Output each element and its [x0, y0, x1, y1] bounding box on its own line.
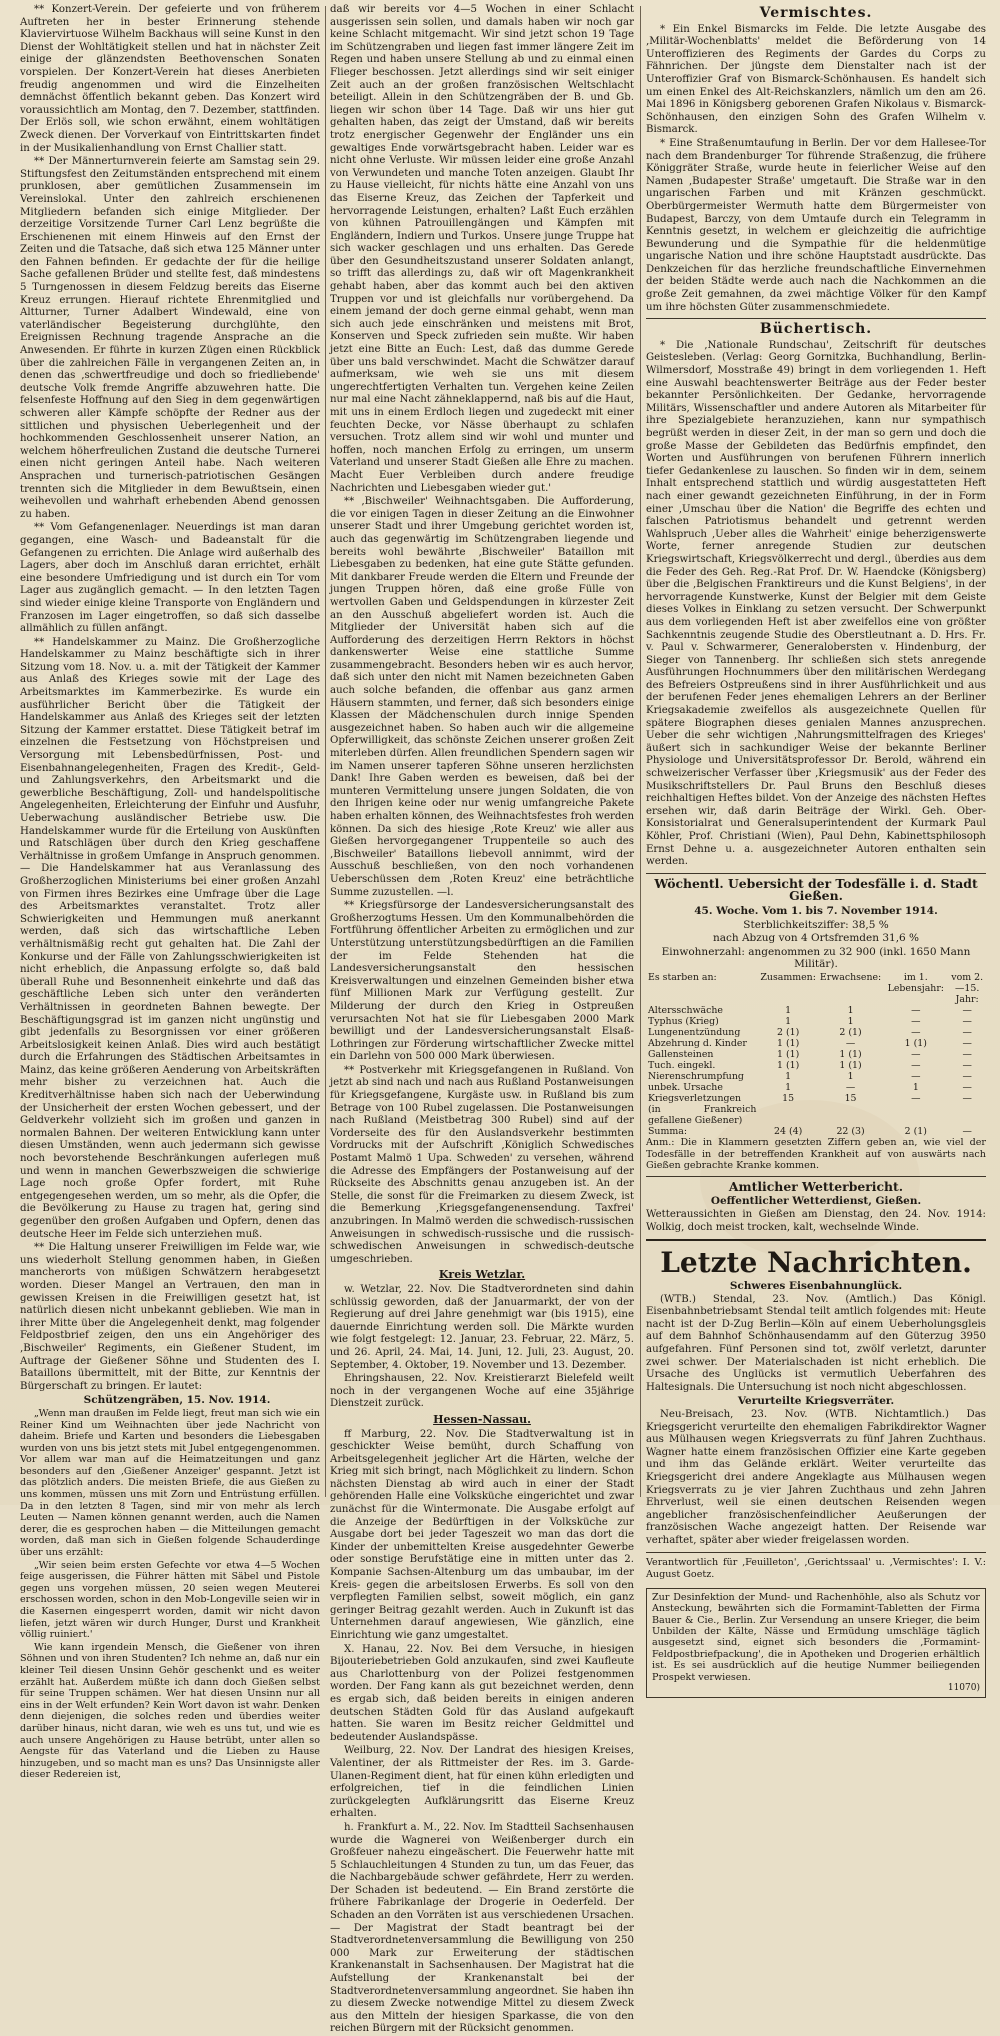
table-cell: Typhus (Krieg)	[648, 1015, 719, 1027]
table-row	[646, 1016, 986, 1027]
table-cell: —	[962, 1015, 972, 1027]
mortality-rate: Sterblichkeitsziffer: 38,5 %	[743, 918, 889, 931]
table-cell: —	[962, 1026, 972, 1038]
table-cell: 1	[847, 1015, 854, 1027]
column-rule	[640, 6, 641, 1497]
section-heading-kreis-wetzlar: Kreis Wetzlar.	[438, 1268, 526, 1282]
article-ehringshausen: Ehringshausen, 22. Nov. Kreistierarzt Bielefeld weilt noch in der vergangenen Woche auf eine 35jährige Dienstzeit zurück.	[330, 1373, 634, 1410]
population-count: Einwohnerzahl: angenommen zu 32 900 (inkl. 1650 Mann Militär).	[661, 945, 971, 971]
table-cell: —	[962, 1070, 972, 1082]
table-cell: 1	[785, 1081, 792, 1093]
table-cell: —	[911, 1026, 921, 1038]
table-sum-row	[646, 1126, 986, 1137]
table-cell: 24 (4)	[774, 1125, 803, 1137]
table-row	[646, 1049, 986, 1060]
table-cell: —	[962, 1059, 972, 1071]
mortality-table	[646, 972, 986, 1137]
table-cell	[948, 1104, 986, 1126]
table-cell: —	[911, 1059, 921, 1071]
table-cell: —	[962, 1048, 972, 1060]
table-cell: —	[845, 1037, 856, 1049]
table-cell: 1 (1)	[904, 1037, 927, 1049]
table-cell: Abzehrung d. Kinder	[648, 1037, 747, 1049]
section-heading-buechertisch: Büchertisch.	[759, 321, 873, 338]
table-cell: —	[962, 1092, 972, 1104]
table-cell	[883, 1104, 948, 1126]
table-row	[646, 1093, 986, 1104]
section-heading-vermischtes: Vermischtes.	[759, 5, 873, 21]
article-nationale-rundschau: * Die ‚Nationale Rundschau', Zeitschrift für deutsches Geistesleben. (Verlag: Georg Gornitzka, Buchhandlung, Berlin-Wilmersdorf, Mosstraße 49) bringt in dem vorliegenden 1. Heft eine Auswahl beachtenswerter Beiträge aus der Feder bester bekannter Persönlichkeiten. Der Gedanke, hervorragende Militärs, Wissenschaftler und andere Autoren als Mitarbeiter für ihre Spezialgebiete heranzuziehen, kann nur sympathisch begrüßt werden in dieser Zeit, in der man so gern und doch die große Masse der Gebildeten das Bedürfnis empfindet, den Worten und Ausführungen von berufenen Führern innerlich tiefer Gedankenlese zu lauschen. So finden wir in dem, seinem Inhalt entsprechend stattlich und würdig ausgestatteten Heft nach einer gewandt gezeichneten Einführung, in der in Form einer ‚Umschau über die Nation' die Begriffe des echten und falschen Patriotismus behandelt und getrennt werden Wahlspruch ‚Ueber alles die Wahrheit' einige beherzigenswerte Worte, ferner anregende Studien zur deutschen Kriegswirtschaft, Kriegsvölkerrecht und dergl., überdies aus dem die Feder des Geh. Reg.-Rat Prof. Dr. W. Haendcke (Königsberg) über die ‚Belgischen Franktireurs und die Kunst Belgiens', in der hervorragende Kunstwerke, Kunst der Belgier mit dem Geiste dieses Volkes in Einklang zu setzen versucht. Der Schwerpunkt aus dem vorliegenden Heft ist aber zweifellos eine von größter Sachkenntnis zeugende Studie des Oberstleutnant a. D. Hrs. Fr. v. Paul v. Schwarmerer, Generalobersten v. Hindenburg, der Sieger von Tannenberg. Ihr schließen sich stets anregende Ausführungen Hochnummers über den militärischen Werdegang des Befreiers Ostpreußens sind in ihrer Ausführlichkeit und aus der berufenen Feder jenes ehemaligen Lehrers an der Berliner Kriegsakademie zweifellos als ausgezeichnete Quellen für spätere Biographen dieses genialen Mannes anzusprechen. Ueber die sehr wichtigen ‚Nahrungsmittelfragen des Krieges' äußert sich in sachkundiger Weise der bekannte Berliner Physiologe und Universitätsprofessor Dr. Berold, während ein schweizerischer Verfasser über ‚Kriegsmusik' aus der Feder des Musikschriftstellers Dr. Paul Bruns den Beschluß dieses reichhaltigen Heftes bildet. Von der Anzeige des nächsten Heftes ersehen wir, daß darin Beiträge der Wirkl. Geh. Ober-Konsistorialrat und Generalsuperintendent der Kurmark Paul Köhler, Prof. Christiani (Wien), Paul Dehn, Kabinettsphilosoph Ernst Dehne u. a. ausgezeichneter Autoren enthalten sein werden.	[646, 339, 986, 868]
table-cell	[758, 1104, 817, 1126]
mortality-note: Anm.: Die in Klammern gesetzten Ziffern geben an, wie viel der Todesfälle in der betreffenden Krankheit auf von auswärts nach Gießen gebrachte Kranke kommen.	[646, 1136, 986, 1172]
table-header-cell: Es starben an:	[648, 971, 717, 983]
article-handelskammer: ** Handelskammer zu Mainz. Die Großherzogliche Handelskammer zu Mainz beschäftigte sich in ihrer Sitzung vom 18. Nov. u. a. mit der Tätigkeit der Kammer aus Anlaß des Krieges sowie mit der Lage des Arbeitsmarktes im Kammerbezirke. Es wurde ein ausführlicher Bericht über die Tätigkeit der Handelskammer aus Anlaß des Krieges seit der letzten Sitzung der Kammer erstattet. Diese Tätigkeit betraf im einzelnen die Festsetzung von Höchstpreisen und Versorgung mit Lebensbedürfnissen, Post- und Eisenbahnangelegenheiten, Fragen des Kredit-, Geld- und Zahlungsverkehrs, den Arbeitsmarkt und die gewerbliche Beschäftigung, Zoll- und handelspolitische Angelegenheiten, Erleichterung der Einfuhr und Ausfuhr, Ueberwachung ausländischer Betriebe usw. Die Handelskammer wurde für die Erteilung von Auskünften und Ratschlägen über durch den Krieg geschaffene Verhältnisse in großem Umfange in Anspruch genommen. — Die Handelskammer hat aus Veranlassung des Großherzoglichen Ministeriums bei einer großen Anzahl von Firmen ihres Bezirkes eine Umfrage über die Lage des Arbeitsmarktes veranstaltet. Trotz aller Schwierigkeiten und Hemmungen muß anerkannt werden, daß sich das wirtschaftliche Leben verhältnismäßig recht gut gehalten hat. Die Zahl der Konkurse und der Fälle von Zahlungsschwierigkeiten ist nicht erheblich, die Anpassung erfolgte so, daß bald überall Ruhe und Besonnenheit einkehrte und daß das geschäftliche Leben sich unter den veränderten Verhältnissen in geordneten Bahnen bewegte. Der Beschäftigungsgrad ist im ganzen nicht ungünstig und gibt jedenfalls zu Besorgnissen vor einer größeren Arbeitslosigkeit keinen Anlaß. Dies wird auch bestätigt durch die Erfahrungen des Städtischen Arbeitsamtes in Mainz, das keine größeren Aenderung von Arbeitskräften mehr bisher zu verzeichnen hat. Auch die Kreditverhältnisse haben sich nach der Ueberwindung der Unsicherheit der ersten Wochen gebessert, und der Geldverkehr vollzieht sich im großen und ganzen in normalen Bahnen. Der weiteren Entwicklung kann unter diesen Umständen, wenn auch jedermann sich gewisse noch bevorstehende Beschränkungen auferlegen muß und wenn in manchen Gewerbszweigen die schwierige Lage noch große Opfer fordert, mit Ruhe entgegengesehen werden, um so mehr, als die Opfer, die die Bevölkerung zu Hause zu tragen hat, gering sind gegenüber den großen Aufgaben und Opfern, denen das deutsche Heer im Felde sich unterziehen muß.	[20, 636, 320, 1240]
divider	[646, 1552, 986, 1553]
column-left	[20, 4, 320, 1781]
table-cell: 1	[847, 1070, 854, 1082]
article-eisenbahnunglueck: (WTB.) Stendal, 23. Nov. (Amtlich.) Das Königl. Eisenbahnbetriebsamt Stendal teilt amtlich folgendes mit: Heute nacht ist der D-Zug Berlin—Köln auf einem Ueberholungsgleis auf dem Bahnhof Schönhausendamm auf den Güterzug 3950 aufgefahren. Fünf Personen sind tot, zwölf verletzt, darunter zwei schwer. Der Materialschaden ist nicht erheblich. Die Ursache des Unglücks ist vermutlich Ueberfahren des Haltesignals. Die Untersuchung ist noch nicht abgeschlossen.	[646, 1293, 986, 1393]
table-header-cell: Erwachsene:	[819, 971, 882, 983]
article-konzert-verein: ** Konzert-Verein. Der gefeierte und von früherem Auftreten her in bester Erinnerung stehende Klaviervirtuose Wilhelm Backhaus will seine Kunst in den Dienst der Wohltätigkeit stellen und hat in nächster Zeit einige der glänzendsten Beethovenschen Sonaten vorspielen. Der Konzert-Verein hat dieses Anerbieten freudig angenommen und wird die Einzelheiten demnächst öffentlich bekannt geben. Das Konzert wird voraussichtlich am Montag, den 7. Dezember, stattfinden. Der Erlös soll, wie schon erwähnt, einem wohltätigen Zweck dienen. Der Vorverkauf von Eintrittskarten findet in der Musikalienhandlung von Ernst Challier statt.	[20, 4, 320, 154]
table-cell: 1 (1)	[777, 1048, 800, 1060]
table-cell: —	[911, 1048, 921, 1060]
advertisement-code: 11070)	[947, 1683, 980, 1693]
table-cell: 22 (3)	[836, 1125, 865, 1137]
table-cell: —	[962, 1037, 972, 1049]
letter-continuation: daß wir bereits vor 4—5 Wochen in einer Schlacht ausgerissen sein sollen, und damals haben wir noch gar keine Schlacht mitgemacht. Wir sind jetzt schon 19 Tage im Schützengraben und liegen fast immer längere Zeit im Regen und haben unsere Stellung ab und zu einmal einen Flieger beschossen. Jetzt allerdings sind wir seit einiger Zeit auch an der großen französischen Weltschlacht beteiligt. Allein in den Schützengräben der B. und Gb. liegen wir schon über 14 Tage. Daß wir uns hier gut gehalten haben, das zeigt der Umstand, daß wir bereits trotz energischer Gegenwehr der Engländer uns ein gewaltiges Ende vorwärtsgebracht haben. Leider war es nicht ohne Verluste. Wir müssen leider eine große Anzahl von Verwundeten und manche Toten anzeigen. Glaubt Ihr zu Hause vielleicht, für nichts hätte eine Anzahl von uns das Eiserne Kreuz, das Zeichen der Tapferkeit und hervorragende Leistungen, erhalten? Laßt Euch erzählen von kühnen Patrouillengängen und Kämpfen mit Engländern, Indiern und Turkos. Unsere junge Truppe hat sich wacker geschlagen und uns erhalten. Das Gerede über den Gesundheitszustand unserer Soldaten anlangt, so trifft das allerdings zu, daß wir oft Magenkrankheit gehabt haben, aber das kommt auch bei den aktiven Truppen vor und ist gleichfalls nur vorübergehend. Da einem jemand der doch gerne einmal gehabt, wenn man sich auch jede einschränken und meistens mit Brot, Konserven und Speck zufrieden sein mußte. Wir haben jetzt eine Bitte an Euch: Lest, daß das dumme Gerede über uns bald verschwindet. Macht die Schwätzer darauf aufmerksam, wie weh sie uns mit diesem ungerechtfertigten Verhalten tun. Vergehen keine Zeilen nur mal eine Nacht zähneklappernd, naß bis auf die Haut, mit uns in einem Erdloch liegen und zugedeckt mit einer feuchten Decke, vor Nässe überhaupt zu schlafen versuchen. Trotz allem sind wir wohl und munter und hoffen, noch manchen Erfolg zu erringen, um unserm Vaterland und unserer Stadt Gießen alle Ehre zu machen. Macht Euer Verbleiben durch andere freudige Nachrichten und Liebesgaben wieder gut.'	[330, 4, 634, 494]
weather-heading: Amtlicher Wetterbericht.	[728, 1178, 904, 1194]
article-kriegsfuersorge: ** Kriegsfürsorge der Landesversicherungsanstalt des Großherzogtums Hessen. Um den Kommunalbehörden die Fortführung öffentlicher Arbeiten zu ermöglichen und zur Unterstützung unterstützungsbedürftigen an die Familien der im Felde Stehenden hat die Landesversicherungsanstalt den hessischen Kreisverwaltungen und einzelnen Gemeinden bisher etwa fünf Millionen Mark zur Verfügung gestellt. Zur Milderung der durch den Krieg in Ostpreußen verursachten Not hat sie für Liebesgaben 2000 Mark bewilligt und der Landesversicherungsanstalt Elsaß-Lothringen zur Förderung wirtschaftlicher Zwecke mittel ein Darlehn von 500 000 Mark überwiesen.	[330, 900, 634, 1063]
table-cell: 1	[912, 1081, 919, 1093]
table-row	[646, 1060, 986, 1071]
table-header-cell: Zusammen:	[760, 971, 816, 983]
article-hanau: X. Hanau, 22. Nov. Bei dem Versuche, in hiesigen Bijouteriebetrieben Gold anzukaufen, sind zwei Kaufleute aus Charlottenburg von der Polizei festgenommen worden. Der Fang kann als gut bezeichnet werden, denn es ergab sich, daß beiden bereits in einigen anderen deutschen Städten Gold für das Ausland aufgekauft hatten. Sie waren im Besitz reicher Geldmittel und bedeutender Auslandspässe.	[330, 1643, 634, 1743]
table-cell: Altersschwäche	[648, 1004, 723, 1016]
table-cell: —	[962, 1004, 972, 1016]
article-gefangenenlager: ** Vom Gefangenenlager. Neuerdings ist man daran gegangen, eine Wasch- und Badeanstalt für die Gefangenen zu errichten. Die Anlage wird außerhalb des Lagers, aber doch im Anschluß daran errichtet, erhält eine besondere Umfriedigung und ist durch ein Tor vom Lager aus zugänglich gemacht. — In den letzten Tagen sind wieder einige kleine Transporte von Engländern und Franzosen im Lager eingetroffen, so daß sich dasselbe allmählich zu füllen anfängt.	[20, 522, 320, 635]
mortality-week: 45. Woche. Vom 1. bis 7. November 1914.	[694, 904, 938, 917]
table-cell: —	[962, 1125, 972, 1137]
table-cell: —	[911, 1070, 921, 1082]
table-cell	[818, 1104, 883, 1126]
table-cell: Kriegsverletzungen	[648, 1092, 742, 1104]
table-row	[646, 1038, 986, 1049]
table-cell: 1 (1)	[777, 1059, 800, 1071]
table-cell: —	[911, 1015, 921, 1027]
article-bismarck-enkel: * Ein Enkel Bismarcks im Felde. Die letzte Ausgabe des ‚Militär-Wochenblatts' meldet die Beförderung von 14 Unteroffizieren des Regiments der Gardes du Corps zu Fähnrichen. Der jüngste dem Dienstalter nach ist der Unteroffizier Graf von Bismarck-Schönhausen. Es handelt sich um einen Enkel des Alt-Reichskanzlers, nämlich um den am 26. Mai 1896 in Königsberg geborenen Grafen Nikolaus v. Bismarck-Schönhausen, den einzigen Sohn des Grafen Wilhelm v. Bismarck.	[646, 23, 986, 136]
column-right	[646, 4, 986, 1693]
column-middle	[330, 4, 634, 2035]
mortality-stats-heading: Wöchentl. Uebersicht der Todesfälle i. d. Stadt Gießen.	[654, 875, 978, 904]
article-weilburg: Weilburg, 22. Nov. Der Landrat des hiesigen Kreises, Valentiner, der als Rittmeister der Res. im 3. Garde-Ulanen-Regiment dient, hat für einen kühn erledigten und erfolgreichen, tief in die feindlichen Linien zurückgelegten Aufklärungsritt das Eiserne Kreuz erhalten.	[330, 1745, 634, 1820]
table-cell: 2 (1)	[777, 1026, 800, 1038]
table-cell: 1	[785, 1015, 792, 1027]
weather-service: Oeffentlicher Wetterdienst, Gießen.	[710, 1195, 922, 1208]
letter-paragraph: „Wir seien beim ersten Gefechte vor etwa 4—5 Wochen feige ausgerissen, die Führer hätten mit Säbel und Pistole gegen uns vorgehen müssen, 20 seien wegen Meuterei erschossen worden, schon in den Mob-Longeville seien wir in die Kasernen eingesperrt worden, damit wir nicht davon liefen, jetzt wären wir durch Hunger, Durst und Krankheit völlig ruiniert.'	[20, 1559, 320, 1641]
advertisement-text: Zur Desinfektion der Mund- und Rachenhöhle, also als Schutz vor Ansteckung, bewährten sich die Formamint-Tabletten der Firma Bauer & Cie., Berlin. Zur Versendung an unsere Krieger, die beim Unbilden der Kälte, Nässe und Ermüdung umschläge täglich ausgesetzt sind, eignet sich besonders die ‚Formamint-Feldpostbriefpackung', die in Apotheken und Drogerien erhältlich ist. Es sei ausdrücklich auf die heutige Nummer beiliegenden Prospekt verwiesen.	[652, 1591, 980, 1683]
article-weihnachtsgaben: ** ‚Bischweiler' Weihnachtsgaben. Die Aufforderung, die vor einigen Tagen in dieser Zeitung an die Einwohner unserer Stadt und ihrer Umgebung gerichtet worden ist, auch das gegenwärtig im Schützengraben liegende und bereits wohl bewährte ‚Bischweiler' Bataillon mit Liebesgaben zu bedenken, hat eine gute Stätte gefunden. Mit dankbarer Freude werden die Eltern und Freunde der jungen Truppen hören, daß eine große Fülle von wertvollen Gaben und Geldspendungen in kürzester Zeit an den Ausschuß abgeliefert worden ist. Auch die Mitglieder der Universität haben sich auf die Aufforderung des derzeitigen Herrn Rektors in höchst dankenswerter Weise eine stattliche Summe zusammengebracht. Besonders heben wir es auch hervor, daß sich unter den nicht mit Namen bezeichneten Gaben auch solche befanden, die offenbar aus ganz armen Häusern stammten, und ferner, daß sich besonders einige Klassen der Mädchenschulen durch innige Spenden ausgezeichnet haben. So haben auch wir die allgemeine Opferwilligkeit, das schönste Zeichen unserer großen Zeit miterleben dürfen. Allen freundlichen Spendern sagen wir im Namen unserer tapferen Söhne unseren herzlichsten Dank! Ihre Gaben werden es beweisen, daß bei der munteren Vermittelung unsere jungen Soldaten, die von den Ihrigen keine oder nur wenig umfangreiche Pakete haben erhalten können, des Weihnachtsfestes froh werden können. Da sich des hiesige ‚Rote Kreuz' wie aller aus Gießen hervorgegangener Truppenteile so auch des ‚Bischweiler' Bataillons liebevoll annimmt, wird der Ausschuß beschließen, von den noch vorhandenen Ueberschüssen dem ‚Roten Kreuz' eine beträchtliche Summe zuzustellen. —l.	[330, 496, 634, 898]
headline-eisenbahnunglueck: Schweres Eisenbahnunglück.	[729, 1280, 903, 1293]
article-wetzlar: w. Wetzlar, 22. Nov. Die Stadtverordneten sind dahin schlüssig geworden, daß der Januarmarkt, der von der Regierung auf drei Jahre genehmigt war (bis 1915), eine dauernde Einrichtung werden soll. Die Märkte wurden wie folgt festgelegt: 12. Januar, 23. Februar, 22. März, 5. und 26. April, 24. Mai, 14. Juni, 12. Juli, 23. August, 20. September, 4. Oktober, 19. November und 13. Dezember.	[330, 1283, 634, 1371]
section-heading-letzte-nachrichten: Letzte Nachrichten.	[660, 1246, 972, 1280]
divider	[646, 1176, 986, 1177]
article-strassenumtaufung: * Eine Straßenumtaufung in Berlin. Der vor dem Hallesee-Tor nach dem Brandenburger Tor führende Straßenzug, die frühere Königgräter Straße, wurde heute in feierlicher Weise auf den Namen ‚Budapester Straße' umgetauft. Die Straße war in den ungarischen Farben und mit Kränzen geschmückt. Oberbürgermeister Wermuth hatte dem Bürgermeister von Budapest, Barczy, von dem Umtaufe durch ein Telegramm in Kenntnis gesetzt, in welchem er gleichzeitig die aufrichtige Bewunderung und die Sympathie für die heldenmütige ungarische Nation und ihre schöne Hauptstadt ausdrückte. Das Denkzeichen für das herzliche freundschaftliche Einvernehmen der beiden Städte werde auch nach die Nachkommen an die große Zeit gemahnen, da zwei mächtige Völker für den Kampf um ihre höchsten Güter zusammenschmiedete.	[646, 137, 986, 313]
headline-kriegsverraeter: Verurteilte Kriegsverräter.	[737, 1395, 895, 1408]
divider	[646, 318, 986, 319]
table-row	[646, 1005, 986, 1016]
table-header-row	[646, 972, 986, 1005]
table-row	[646, 1082, 986, 1093]
mortality-rate-adjusted: nach Abzug von 4 Ortsfremden 31,6 %	[712, 932, 920, 945]
table-cell: 1 (1)	[839, 1059, 862, 1071]
table-cell: Nierenschrumpfung	[648, 1070, 744, 1082]
table-cell: 1	[785, 1004, 792, 1016]
table-cell: 15	[844, 1092, 857, 1104]
table-row	[646, 1104, 986, 1126]
table-row	[646, 1027, 986, 1038]
table-cell: 1	[847, 1004, 854, 1016]
letter-paragraph: Wie kann irgendein Mensch, die Gießener von ihren Söhnen und von ihren Studenten? Ich nehme an, daß nur ein kleiner Teil diesen Unsinn Gehör geschenkt und es weiter erzählt hat. Außerdem müßte ich dann doch Gießen selbst für seine Truppen schämen. Wer hat diesen Unsinn nur all eins in der Welt erfunden? Kein Wort davon ist wahr. Denken denn diejenigen, die solches reden und überdies weiter darüber hinaus, nicht daran, wie weh es uns tut, und wie es auch unsere Angehörigen zu Hause betrübt, unter allen so Aengste für das Vaterland und die Lieben zu Hause hinzugeben, und so macht man es uns? Das Unsinnigste aller dieser Redereien ist,	[20, 1641, 320, 1781]
table-cell: 15	[782, 1092, 795, 1104]
table-cell: Gallensteinen	[648, 1048, 714, 1060]
table-cell: 2 (1)	[904, 1125, 927, 1137]
divider	[646, 873, 986, 874]
article-frankfurt: h. Frankfurt a. M., 22. Nov. Im Stadtteil Sachsenhausen wurde die Wagnerei von Weißenberger durch ein Großfeuer nahezu eingeäschert. Die Feuerwehr hatte mit 5 Schlauchleitungen 4 Stunden zu tun, um das Feuer, das die Nachbargebäude schwer gefährdete, Herr zu werden. Der Schaden ist bedeutend. — Ein Brand zerstörte die frühere Fabrikanlage der Drogerie in Oederfeld. Der Schaden an den Vorräten ist aus verschiedenen Ursachen. — Der Magistrat der Stadt beantragt bei der Stadtverordnetenversammlung die Bewilligung von 250 000 Mark zur Erweiterung der städtischen Krankenanstalt in Sachsenhausen. Der Magistrat hat die Aufstellung der Krankenanstalt bei der Stadtverordnetenversammlung angeordnet. Sie haben ihn zu diesem Zwecke notwendige Mittel zu diesem Zweck aus den Mitteln der hiesigen Sparkasse, die von den reichen Bürgern mit der Rücksicht genommen.	[330, 1821, 634, 2035]
table-cell: 1	[785, 1070, 792, 1082]
column-rule	[325, 6, 326, 1497]
section-heading-hessen-nassau: Hessen-Nassau.	[433, 1412, 531, 1426]
advertisement-formamint	[646, 1588, 986, 1699]
article-maennerturnverein: ** Der Männerturnverein feierte am Samstag sein 29. Stiftungsfest den Zeitumständen entsprechend mit einem prunklosen, aber gemütlichen Zusammensein im Vereinslokal. Unter den zahlreich erschienenen Mitgliedern befanden sich einige Mitglieder. Der derzeitige Vorsitzende Turner Carl Lenz begrüßte die Erschienenen mit einem Hinweis auf den Ernst der Zeiten und die Tatsache, daß sich etwa 125 Männer unter den Fahnen befinden. Er gedachte der für die heilige Sache gefallenen Brüder und stellte fest, daß mindestens 5 Turngenossen in diesem Feldzug bereits das Eiserne Kreuz errungen. Hierauf richtete Ehrenmitglied und Altturner, Turner Adalbert Windewald, eine von vaterländischer Begeisterung durchglühte, den Ereignissen Rechnung tragende Ansprache an die Anwesenden. Er führte in kurzen Zügen einen Rückblick über die zahlreichen Fälle in vergangenen Zeiten an, in denen das ‚schwertfreudige und doch so friedliebende' deutsche Volk fremde Angriffe abzuwehren hatte. Die felsenfeste Hoffnung auf den Sieg in dem gegenwärtigen schweren aller Kämpfe schöpfte der Redner aus der sittlichen und physischen Ueberlegenheit und der hochkommenden Geschlossenheit unserer Nation, an welchem höherfreulichen Zustand die deutsche Turnerei einen nicht geringen Anteil habe. Nach weiteren Ansprachen und turnerisch-patriotischen Gesängen trennten sich die Mitglieder in dem Bewußtsein, einen weihevollen und wahrhaft erhebenden Abend genossen zu haben.	[20, 156, 320, 520]
table-cell: —	[962, 1081, 972, 1093]
divider	[646, 1239, 986, 1241]
table-header-cell: vom 2.—15. Jahr:	[951, 971, 984, 1005]
table-cell: 1 (1)	[777, 1037, 800, 1049]
editor-credit: Verantwortlich für ‚Feuilleton', ‚Gerichtssaal' u. ‚Vermischtes': I. V.: August Goetz.	[646, 1556, 986, 1581]
weather-forecast: Wetteraussichten in Gießen am Dienstag, den 24. Nov. 1914: Wolkig, doch meist trocken, kalt, wechselnde Winde.	[646, 1208, 986, 1233]
table-cell: unbek. Ursache	[648, 1081, 723, 1093]
article-freiwillige: ** Die Haltung unserer Freiwilligen im Felde war, wie uns wiederholt Stellung genommen haben, in Gießen mancherorts von müßigen Schwätzern herabgesetzt worden. Dieser Mangel an Vertrauen, den man in gewissen Kreisen in die Freiwilligen gesetzt hat, ist natürlich diesen nicht unbekannt geblieben. Wie man in ihrer Mitte über die Angelegenheit denkt, mag folgender Feldpostbrief zeigen, den uns ein Angehöriger des ‚Bischweiler' Regiments, ein Gießener Student, im Auftrage der Gießener Söhne und Studenten des I. Bataillons übermittelt, mit der Bitte, zur Kenntnis der Bürgerschaft zu bringen. Er lautet:	[20, 1242, 320, 1392]
table-header-cell: im 1. Lebensjahr:	[887, 971, 944, 994]
table-cell: Lungenentzündung	[648, 1026, 741, 1038]
table-row	[646, 1071, 986, 1082]
table-cell: —	[911, 1092, 921, 1104]
letter-dateline: Schützengräben, 15. Nov. 1914.	[83, 1394, 271, 1407]
article-marburg: ff Marburg, 22. Nov. Die Stadtverwaltung ist in geschickter Weise bemüht, durch Schaffung von Arbeitsgelegenheit jeglicher Art die Härten, welche der Krieg mit sich bringt, nach Möglichkeit zu lindern. Schon nächsten Dienstag ab wird auch in einer der Stadt gehörenden Halle eine Volksküche eingerichtet und zwar zunächst für die Wintermonate. Die Ausgabe erfolgt auf die Anzeige der Bedürftigen in der Volksküche zur Ausgabe dort bei jeder Tageszeit wo man das dort die Kinder der unbemittelten Kreise ausgedehnter Gewerbe oder sonstige Berufstätige eine in mitten unter das 2. Kompanie Sachsen-Altenburg um das umbaubar, im der Kreis- gegen die arbeitslosen Erwerbs. Es soll von den verpflegten Familien selbst, soweit möglich, ein ganz geringer Beitrag gezahlt werden. Auch in Zukunft ist das Unternehmen darauf angewiesen, Wie gänzlich, eine Einrichtung wie ganz umgestaltet.	[330, 1428, 634, 1641]
article-kriegsverraeter: Neu-Breisach, 23. Nov. (WTB. Nichtamtlich.) Das Kriegsgericht verurteilte den ehemaligen Fabrikdirektor Wagner aus Mülhausen wegen Kriegsverrats zu fünf Jahren Zuchthaus. Wagner hatte einem französischen Offizier eine Karte gegeben und ihm das Gelände erklärt. Weiter verurteilte das Kriegsgericht drei andere Angeklagte aus Mülhausen wegen Kriegsverrats zu je vier Jahren Zuchthaus und zehn Jahren Ehrverlust, weil sie einen deutschen Reisenden wegen angeblicher französischenfeindlicher Aeußerungen der französischen Wache angezeigt hatten. Der Reisende war verhaftet, später aber wieder freigelassen worden.	[646, 1409, 986, 1546]
table-cell: 1 (1)	[839, 1048, 862, 1060]
table-cell: —	[911, 1004, 921, 1016]
table-cell: Tuch. eingekl.	[648, 1059, 716, 1071]
table-cell: (in Frankreich gefallene Gießener)	[648, 1103, 757, 1126]
article-postverkehr: ** Postverkehr mit Kriegsgefangenen in Rußland. Von jetzt ab sind nach und nach aus Rußland Postanweisungen für Kriegsgefangene, Kurgäste usw. in Rußland bis zum Betrage von 100 Rubel zugelassen. Die Postanweisungen nach Rußland (Meistbetrag 300 Rubel) sind auf der Vorderseite des für den Auslandsverkehr bestimmten Vordrucks mit der Aufschrift ‚Königlich Schwedisches Postamt Malmö 1 Upa. Schweden' zu versehen, während die Adresse des Empfängers der Postanweisung auf der Rückseite des Abschnitts genau anzugeben ist. An der Stelle, die sonst für die Freimarken zu diesem Zweck, ist die Bemerkung ‚Kriegsgefangenensendung. Taxfrei' anzubringen. In Malmö werden die schwedisch-russischen Anweisungen in schwedisch-russische und die russisch-schwedischen Anweisungen in schwedisch-deutsche umgeschrieben.	[330, 1064, 634, 1265]
table-cell: —	[845, 1081, 856, 1093]
table-cell: Summa:	[648, 1125, 687, 1137]
letter-paragraph: „Wenn man draußen im Felde liegt, freut man sich wie ein Reiner Kind um Weihnachten über jede Nachricht von daheim. Briefe und Karten und besonders die Liebesgaben wurden von uns bis jetzt stets mit Jubel entgegengenommen. Vor allem war man auf die Heimatzeitungen und ganz besonders auf den ‚Gießener Anzeiger' gespannt. Jetzt ist das plötzlich anders. Die meisten Briefe, die aus Gießen zu uns kommen, müssen uns mit Zorn und Entrüstung erfüllen. Da in den letzten 8 Tagen, sind mir von mehr als lerch Leuten — Namen können genannt werden, auch die Namen derer, die es gesprochen haben — die Mitteilungen gemacht worden, daß man sich in Gießen folgende Schauderdinge über uns erzählt:	[20, 1407, 320, 1559]
table-cell: 2 (1)	[839, 1026, 862, 1038]
